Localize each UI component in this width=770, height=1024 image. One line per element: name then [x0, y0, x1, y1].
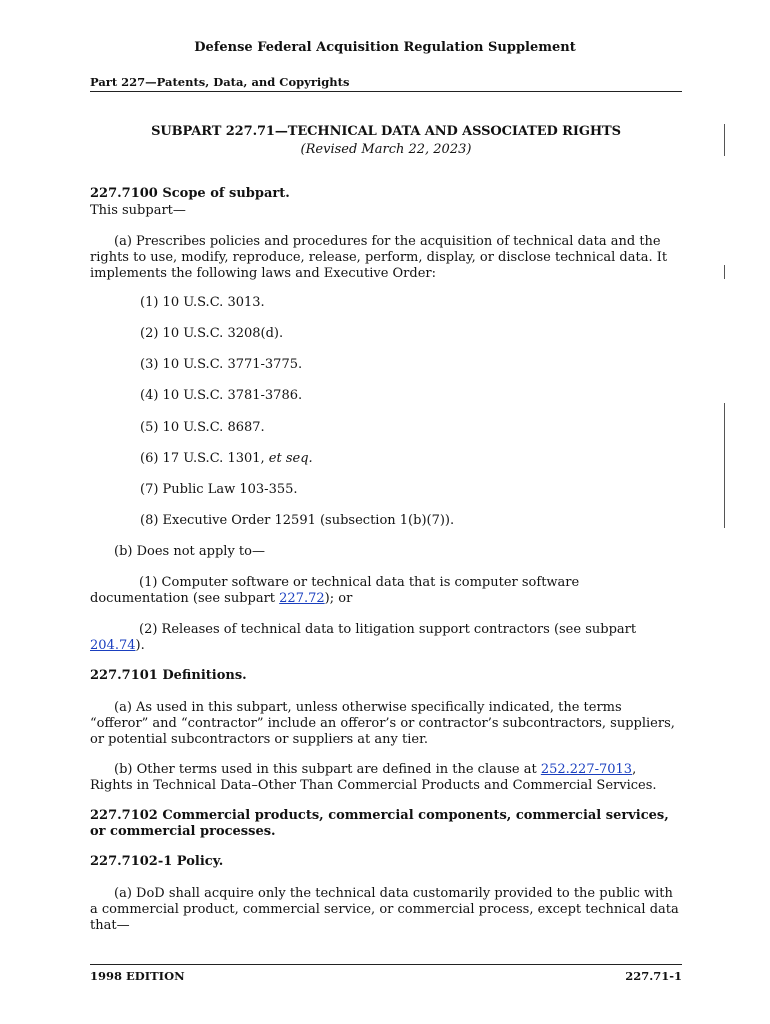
- section-intro: This subpart—: [90, 203, 186, 218]
- paragraph-b1: [90, 575, 682, 607]
- page-number: 227.71-1: [625, 969, 682, 983]
- revision-date: (Revised March 22, 2023): [300, 142, 472, 157]
- list-item: (7) Public Law 103-355.: [140, 482, 298, 497]
- section-heading-227-7101: 227.7101 Definitions.: [90, 668, 247, 683]
- paragraph-text: ).: [135, 638, 145, 653]
- subpart-204-74-link[interactable]: 204.74: [90, 638, 136, 653]
- paragraph-text: (1) Computer software or technical data that is computer software documentation (see subpart: [90, 575, 580, 606]
- list-item: (4) 10 U.S.C. 3781-3786.: [140, 388, 303, 403]
- paragraph-text: (2) Releases of technical data to litigation support contractors (see subpart: [139, 622, 637, 637]
- paragraph-text: , Rights in Technical Data–Other Than Commercial Products and Commercial Services.: [90, 762, 657, 793]
- subpart-227-72-link[interactable]: 227.72: [279, 591, 325, 606]
- paragraph-a: (a) DoD shall acquire only the technical data customarily provided to the public with a commercial product, commercial service, or commercial process, except technical data that—: [90, 886, 679, 933]
- paragraph-a: (a) As used in this subpart, unless otherwise specifically indicated, the terms “offeror” and “contractor” include an offeror’s or contractor’s subcontractors, suppliers, or potential subcontractors or suppliers at any tier.: [90, 700, 675, 747]
- section-heading-227-7100: 227.7100 Scope of subpart.: [90, 186, 290, 201]
- paragraph-text: (b) Other terms used in this subpart are defined in the clause at: [114, 762, 541, 777]
- paragraph-b: [90, 762, 682, 794]
- list-item: (8) Executive Order 12591 (subsection 1(b)(7)).: [140, 513, 455, 528]
- paragraph-text: ); or: [324, 591, 353, 606]
- paragraph-b2: [90, 622, 682, 654]
- document-header-title: Defense Federal Acquisition Regulation Supplement: [194, 40, 576, 55]
- part-title: Part 227—Patents, Data, and Copyrights: [90, 75, 350, 89]
- section-heading-227-7102-1: 227.7102-1 Policy.: [90, 854, 224, 869]
- section-heading-227-7102: 227.7102 Commercial products, commercial components, commercial services, or commercial processes.: [90, 808, 669, 839]
- subpart-title: SUBPART 227.71—TECHNICAL DATA AND ASSOCIATED RIGHTS: [151, 124, 621, 139]
- list-item: [140, 451, 313, 466]
- change-bar: [724, 403, 725, 528]
- clause-252-227-7013-link[interactable]: 252.227-7013: [540, 762, 633, 777]
- list-item: (1) 10 U.S.C. 3013.: [140, 295, 265, 310]
- header-divider: [90, 91, 682, 92]
- list-item-italic: et seq.: [268, 451, 313, 466]
- list-item: (3) 10 U.S.C. 3771-3775.: [140, 357, 303, 372]
- edition-label: 1998 EDITION: [90, 969, 185, 983]
- change-bar: [724, 265, 725, 279]
- change-bar: [724, 124, 725, 156]
- footer-divider: [90, 964, 682, 965]
- list-item-text: (6) 17 U.S.C. 1301,: [140, 451, 269, 466]
- paragraph-b: (b) Does not apply to—: [114, 544, 265, 559]
- list-item: (5) 10 U.S.C. 8687.: [140, 420, 265, 435]
- paragraph-a: (a) Prescribes policies and procedures for the acquisition of technical data and the rights to use, modify, reproduce, release, perform, display, or disclose technical data. It implements the following laws and Executive Order:: [90, 234, 668, 281]
- list-item: (2) 10 U.S.C. 3208(d).: [140, 326, 284, 341]
